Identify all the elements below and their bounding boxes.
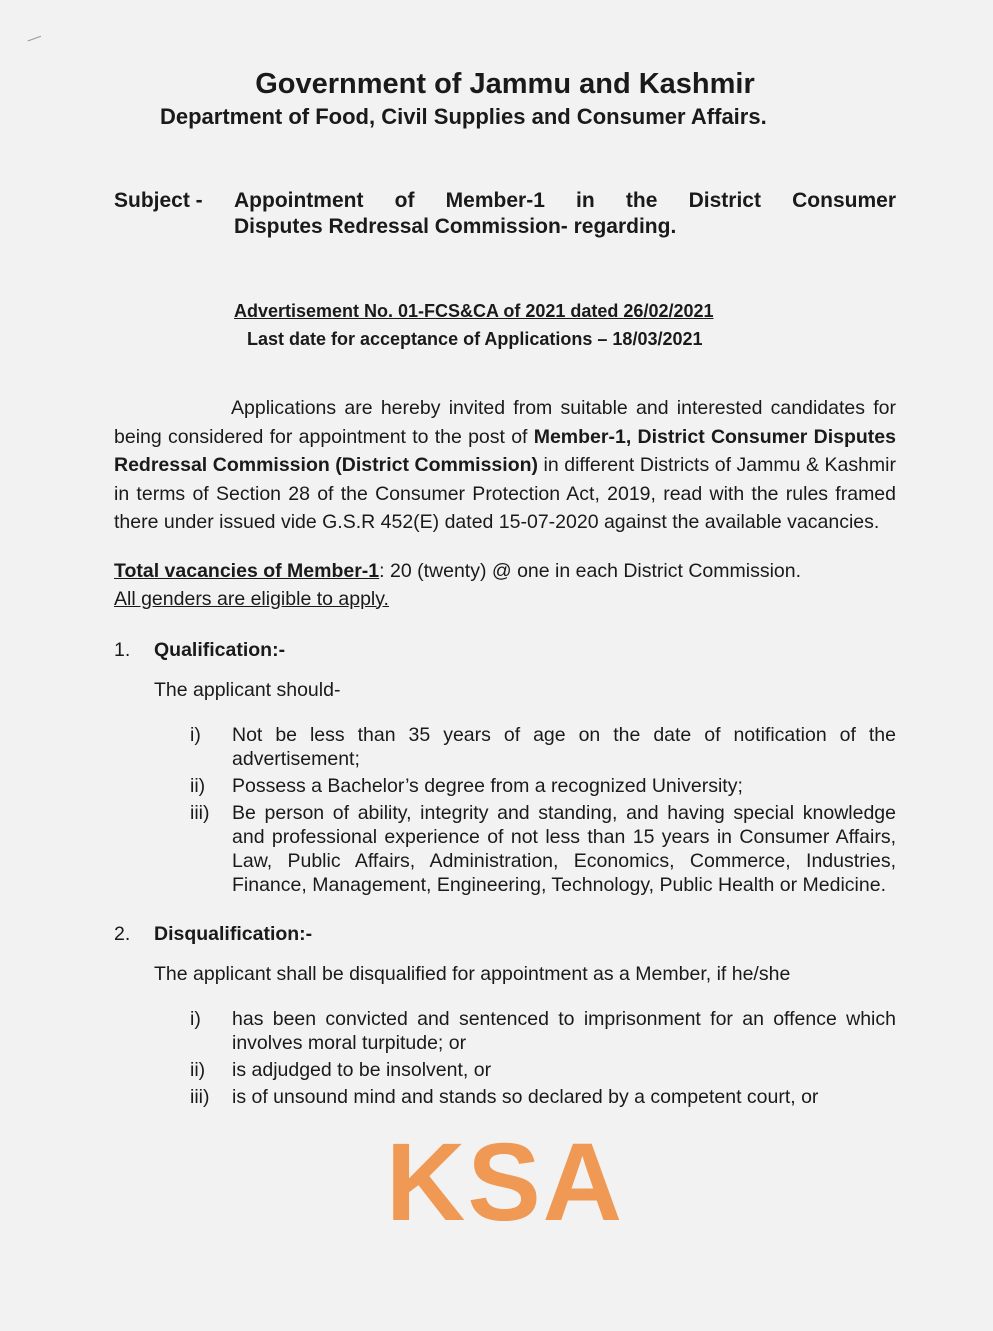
ksa-watermark: KSA: [385, 1120, 625, 1244]
intro-bold: Member-1, District Consumer Disputes Redressal Commission (District Commission): [114, 425, 896, 476]
intro-text: Applications are hereby invited from suitable and interested candidates for being considered for appointment to the post of: [114, 397, 896, 448]
intro-paragraph: [114, 394, 896, 537]
vacancies-label: Total vacancies of Member-1: [114, 559, 380, 582]
list-item: [190, 801, 896, 897]
subject-text: [234, 188, 896, 240]
disqualification-list: [190, 1007, 896, 1109]
list-item: [190, 1058, 896, 1082]
list-item: [190, 1007, 896, 1055]
advertisement-number: Advertisement No. 01-FCS&CA of 2021 dated 26/02/2021: [234, 301, 714, 321]
list-marker: i): [190, 723, 201, 746]
list-item: [190, 1085, 896, 1109]
subject-line-1: Appointment of Member-1 in the District Consumer: [234, 189, 896, 212]
subject: [114, 188, 896, 240]
last-date: Last date for acceptance of Applications – 18/03/2021: [247, 329, 703, 349]
list-marker: ii): [190, 774, 206, 797]
list-item: [190, 723, 896, 771]
list-marker: ii): [190, 1058, 206, 1081]
list-text: has been convicted and sentenced to imprisonment for an offence which involves moral turpitude; or: [232, 1007, 896, 1054]
list-marker: i): [190, 1007, 201, 1030]
vacancies-text: : 20 (twenty) @ one in each District Commission.: [379, 559, 802, 582]
list-marker: iii): [190, 801, 210, 824]
intro-text-2: in different Districts of Jammu & Kashmir in terms of Section 28 of the Consumer Protection Act, 2019, read with the rules framed there under issued vide G.S.R 452(E) dated 15-07-2020 against the available vacancies.: [114, 454, 897, 533]
qualification-list: [190, 723, 896, 897]
section-lead: The applicant should-: [154, 678, 341, 701]
section-number: 1.: [114, 638, 131, 661]
eligibility: All genders are eligible to apply.: [114, 587, 389, 610]
section-qualification: [114, 637, 896, 663]
section-lead: The applicant shall be disqualified for appointment as a Member, if he/she: [154, 962, 791, 985]
list-text: Be person of ability, integrity and standing, and having special knowledge and professional experience of not less than 15 years in Consumer Affairs, Law, Public Affairs, Administration, Economics, Commerce, Industries, Finance, Management, Engineering, Technology, Public Health or Medicine.: [232, 801, 896, 896]
subject-label: Subject -: [114, 189, 203, 212]
section-number: 2.: [114, 922, 131, 945]
list-marker: iii): [190, 1085, 210, 1108]
document-body: [114, 188, 896, 1243]
vacancies: [114, 557, 896, 613]
list-text: is of unsound mind and stands so declared by a competent court, or: [232, 1085, 819, 1108]
list-text: is adjudged to be insolvent, or: [232, 1058, 492, 1081]
subject-line-2: Disputes Redressal Commission- regarding.: [234, 215, 677, 238]
list-item: [190, 774, 896, 798]
section-title: Qualification:-: [154, 638, 286, 661]
department-name: Department of Food, Civil Supplies and Consumer Affairs.: [160, 104, 767, 129]
section-disqualification: [114, 921, 896, 947]
document-title: Government of Jammu and Kashmir: [255, 68, 755, 100]
section-title: Disqualification:-: [154, 922, 313, 945]
scan-speck: [28, 36, 43, 45]
list-text: Possess a Bachelor’s degree from a recognized University;: [232, 774, 743, 797]
list-text: Not be less than 35 years of age on the date of notification of the advertisement;: [232, 723, 896, 770]
